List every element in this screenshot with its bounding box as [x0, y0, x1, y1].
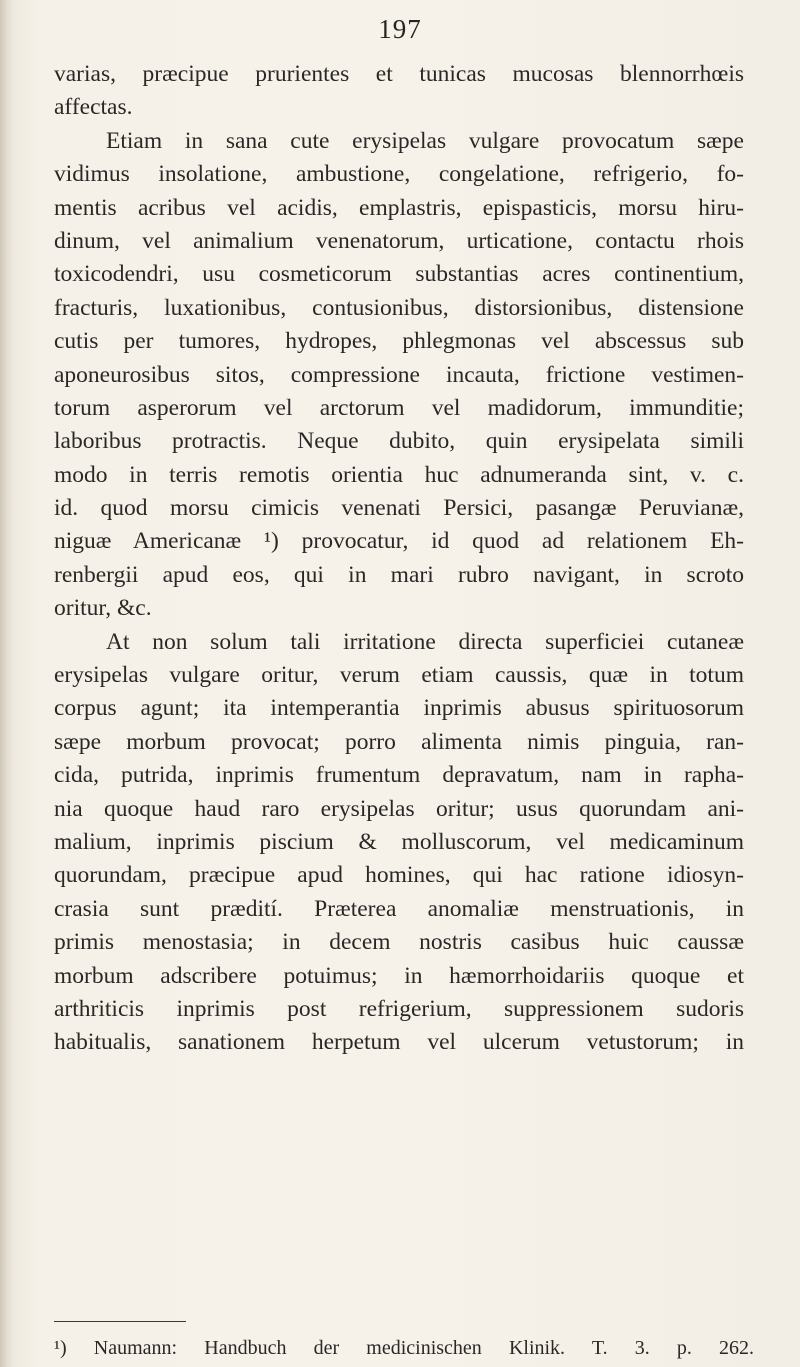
- text-line: cida, putrida, inprimis frumentum depravatum, nam in rapha-: [54, 762, 744, 789]
- text-line: vidimus insolatione, ambustione, congelatione, refrigerio, fo-: [54, 161, 744, 188]
- text-line: affectas.: [54, 94, 133, 121]
- text-line: mentis acribus vel acidis, emplastris, epispasticis, morsu hiru-: [54, 194, 744, 221]
- text-line: torum asperorum vel arctorum vel madidorum, immunditie;: [54, 394, 744, 421]
- text-line: id. quod morsu cimicis venenati Persici, pasangæ Peruvianæ,: [54, 495, 744, 522]
- page-binding-edge: [0, 0, 14, 1367]
- text-line: Etiam in sana cute erysipelas vulgare provocatum sæpe: [106, 127, 744, 154]
- text-line: sæpe morbum provocat; porro alimenta nimis pinguia, ran-: [54, 728, 744, 755]
- text-line: erysipelas vulgare oritur, verum etiam caussis, quæ in totum: [54, 662, 744, 689]
- text-line: malium, inprimis piscium & molluscorum, vel medicaminum: [54, 828, 744, 855]
- text-line: dinum, vel animalium venenatorum, urticatione, contactu rhois: [54, 227, 744, 254]
- text-line: morbum adscribere potuimus; in hæmorrhoidariis quoque et: [54, 962, 744, 989]
- text-line: primis menostasia; in decem nostris casibus huic caussæ: [54, 929, 744, 956]
- text-line: oritur, &c.: [54, 595, 152, 622]
- text-line: At non solum tali irritatione directa superficiei cutaneæ: [106, 628, 744, 655]
- footnote-divider: [54, 1321, 186, 1322]
- text-line: arthriticis inprimis post refrigerium, suppressionem sudoris: [54, 995, 744, 1022]
- text-line: aponeurosibus sitos, compressione incauta, frictione vestimen-: [54, 361, 744, 388]
- text-line: cutis per tumores, hydropes, phlegmonas vel abscessus sub: [54, 328, 744, 355]
- text-line: toxicodendri, usu cosmeticorum substantias acres continentium,: [54, 261, 744, 288]
- text-line: laboribus protractis. Neque dubito, quin erysipelata simili: [54, 428, 744, 455]
- text-line: fracturis, luxationibus, contusionibus, distorsionibus, distensione: [54, 294, 744, 321]
- text-line: nia quoque haud raro erysipelas oritur; usus quorundam ani-: [54, 795, 744, 822]
- text-line: varias, præcipue prurientes et tunicas mucosas blennorrhœis: [54, 61, 744, 87]
- text-line: modo in terris remotis orientia huc adnumeranda sint, v. c.: [54, 461, 744, 488]
- text-line: quorundam, præcipue apud homines, qui hac ratione idiosyn-: [54, 862, 744, 889]
- text-line: niguæ Americanæ ¹) provocatur, id quod ad relationem Eh-: [54, 528, 744, 555]
- body-text: [54, 58, 744, 1060]
- page-number: 197: [378, 14, 422, 44]
- text-line: corpus agunt; ita intemperantia inprimis abusus spirituosorum: [54, 695, 744, 722]
- footnote: ¹) Naumann: Handbuch der medicinischen Klinik. T. 3. p. 262.: [54, 1337, 754, 1359]
- text-line: crasia sunt prædití. Præterea anomaliæ menstruationis, in: [54, 895, 744, 922]
- text-line: renbergii apud eos, qui in mari rubro navigant, in scroto: [54, 561, 744, 588]
- text-line: habitualis, sanationem herpetum vel ulcerum vetustorum; in: [54, 1029, 744, 1056]
